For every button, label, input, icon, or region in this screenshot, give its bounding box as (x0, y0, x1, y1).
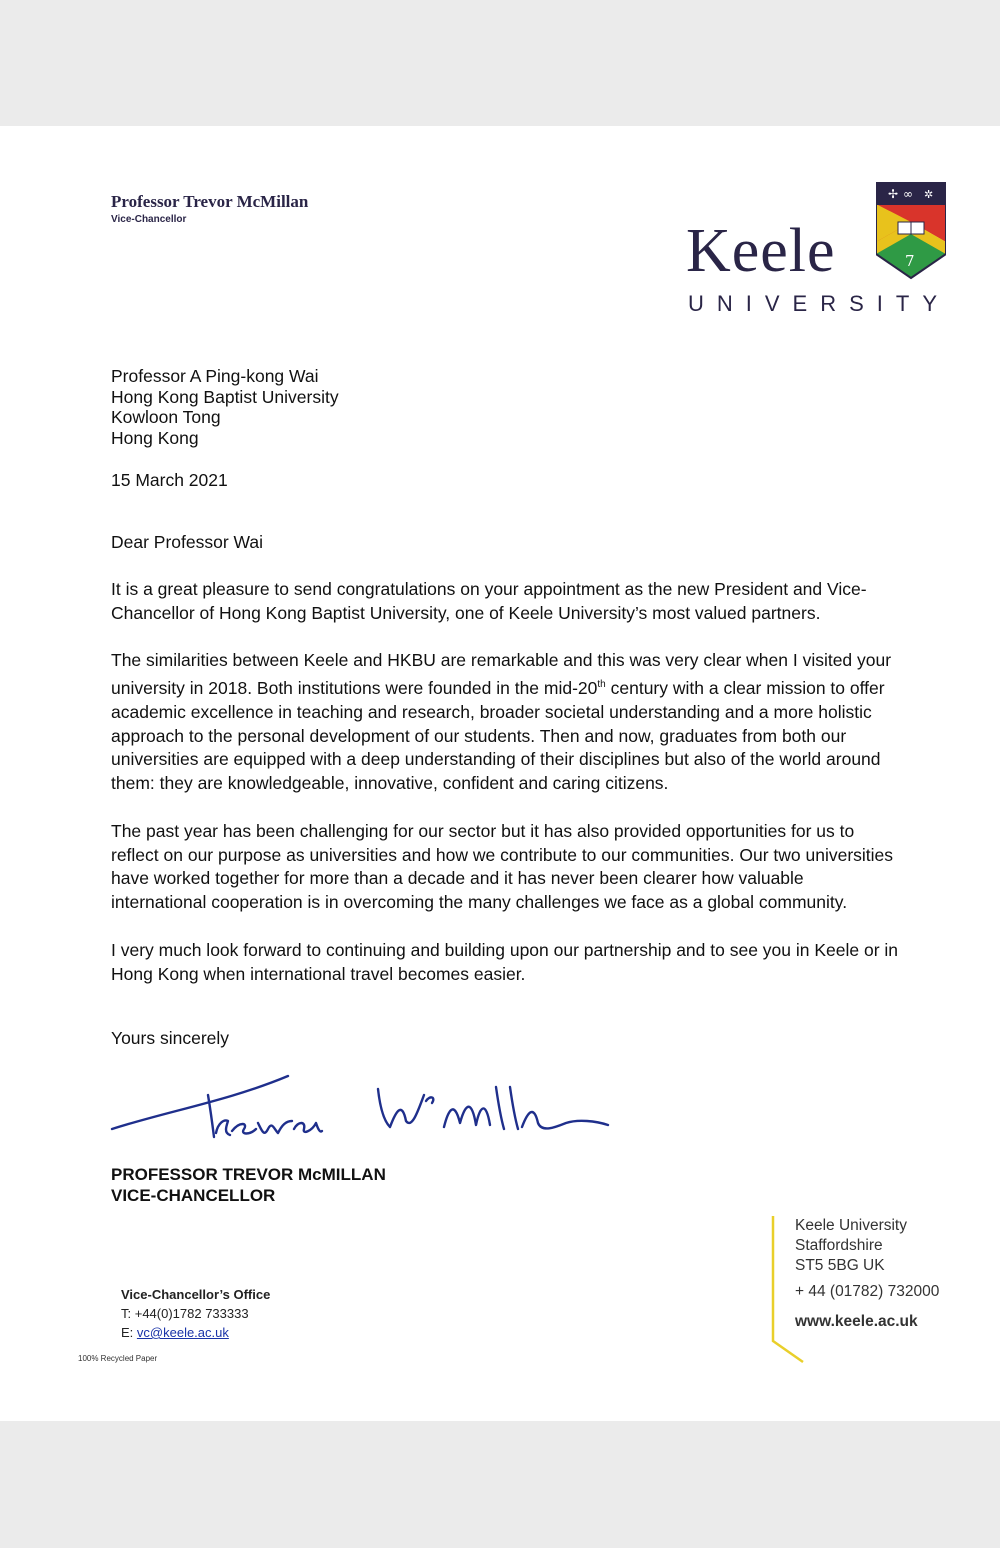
email-link[interactable]: vc@keele.ac.uk (136, 1325, 229, 1340)
address-line: Kowloon Tong (111, 407, 221, 427)
signatory-name: PROFESSOR TREVOR McMILLAN (111, 1165, 386, 1184)
university-phone: + 44 (01782) 732000 (795, 1283, 940, 1300)
address-line: Hong Kong Baptist University (111, 386, 339, 407)
address-line: ST5 5BG UK (795, 1257, 885, 1274)
logo-subtitle: UNIVERSITY (688, 291, 951, 316)
university-address (795, 1216, 907, 1276)
sender-name: Professor Trevor McMillan (111, 192, 309, 211)
address-line: Staffordshire (795, 1237, 883, 1254)
svg-text:∞: ∞ (903, 187, 913, 201)
closing: Yours sincerely (111, 1028, 230, 1048)
svg-text:7: 7 (905, 252, 915, 270)
sender-role: Vice-Chancellor (111, 214, 187, 225)
address-line: Hong Kong (111, 427, 199, 448)
body-paragraph: I very much look forward to continuing and building upon our partnership and to see you in Keele or in Hong Kong when international travel becomes easier. (111, 939, 899, 984)
letter-page (0, 126, 1000, 1421)
address-line: Keele University (795, 1217, 907, 1234)
office-email-line: E: vc@keele.ac.uk (121, 1325, 229, 1340)
keele-crest-logo (876, 182, 946, 280)
letter-date: 15 March 2021 (111, 470, 228, 490)
salutation: Dear Professor Wai (111, 532, 264, 552)
office-phone: T: +44(0)1782 733333 (121, 1306, 249, 1321)
office-title: Vice-Chancellor’s Office (121, 1287, 271, 1302)
svg-text:✲: ✲ (924, 188, 934, 201)
office-contact (121, 1285, 270, 1342)
body-paragraph: It is a great pleasure to send congratulations on your appointment as the new President and Vice-Chancellor of Hong Kong Baptist University, one of Keele University’s most valued partners. (111, 579, 867, 623)
letter-body (111, 578, 901, 1010)
signatory-block (111, 1164, 386, 1206)
logo-wordmark: Keele (686, 217, 836, 285)
body-paragraph: The similarities between Keele and HKBU are remarkable and this was very clear when I visited your university in 2018. Both institutions were founded in the mid-20th century with a clear mission to offer academic excellence in teaching and research, broader societal understanding and a more holistic approach to the personal development of our students. Then and now, graduates from both our universities are equipped with a deep understanding of their disciplines but also of the world around them: they are knowledgeable, innovative, confident and caring citizens. (111, 650, 892, 794)
svg-text:✢: ✢ (888, 187, 899, 201)
recipient-address (111, 366, 339, 448)
svg-text:Trevor McMillan: Trevor McMillan (108, 1071, 116, 1072)
university-website: www.keele.ac.uk (795, 1313, 918, 1330)
recycled-paper-note: 100% Recycled Paper (78, 1354, 158, 1363)
signatory-title: VICE-CHANCELLOR (111, 1186, 276, 1205)
handwritten-signature (108, 1071, 648, 1151)
body-paragraph: The past year has been challenging for our sector but it has also provided opportunities for us to reflect on our purpose as universities and how we contribute to our communities. Our two universities have worked together for more than a decade and it has never been clearer how valuable international cooperation is in overcoming the many challenges we face as a global community. (111, 820, 894, 913)
address-line: Professor A Ping-kong Wai (111, 366, 319, 386)
